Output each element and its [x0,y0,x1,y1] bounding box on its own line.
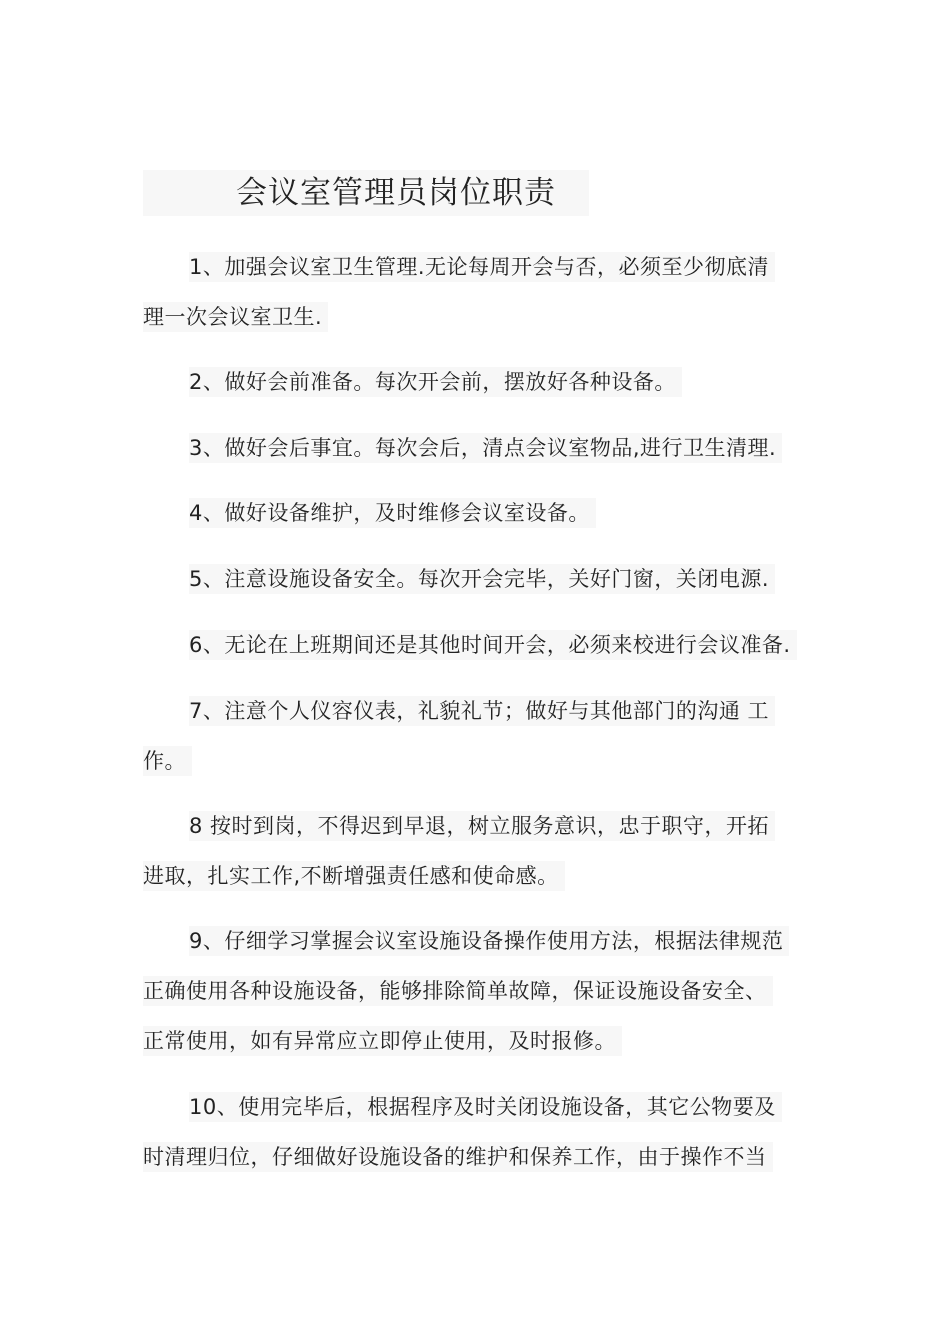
paragraph-line [143,916,808,966]
paragraph-line [143,1082,808,1132]
paragraph-line [143,423,808,473]
paragraph-3 [143,423,808,473]
paragraph-line [143,488,808,538]
line-text: 6、无论在上班期间还是其他时间开会，必须来校进行会议准备. [189,630,797,660]
paragraph-line [143,851,808,901]
paragraph-line [143,242,808,292]
paragraph-line [143,736,808,786]
paragraph-1 [143,242,808,342]
line-text: 3、做好会后事宜。每次会后，清点会议室物品,进行卫生清理. [189,433,782,463]
line-text: 正确使用各种设施设备，能够排除简单故障，保证设施设备安全、 [143,976,773,1006]
paragraph-9 [143,916,808,1066]
paragraph-line [143,1132,808,1182]
line-text: 7、注意个人仪容仪表，礼貌礼节；做好与其他部门的沟通 工 [189,696,775,726]
line-text: 进取，扎实工作,不断增强责任感和使命感。 [143,861,565,891]
paragraph-line [143,620,808,670]
line-text: 5、注意设施设备安全。每次开会完毕，关好门窗，关闭电源. [189,564,775,594]
line-text: 时清理归位，仔细做好设施设备的维护和保养工作，由于操作不当 [143,1142,773,1172]
line-text: 10、使用完毕后，根据程序及时关闭设施设备，其它公物要及 [189,1092,782,1122]
line-text: 理一次会议室卫生. [143,302,328,332]
line-text: 4、做好设备维护，及时维修会议室设备。 [189,498,596,528]
paragraph-line [143,1016,808,1066]
page-title: 会议室管理员岗位职责 [236,175,556,211]
paragraph-2 [143,357,808,407]
paragraph-5 [143,554,808,604]
paragraph-line [143,686,808,736]
line-text: 1、加强会议室卫生管理.无论每周开会与否，必须至少彻底清 [189,252,775,282]
paragraph-line [143,966,808,1016]
line-text: 作。 [143,746,192,776]
line-text: 2、做好会前准备。每次开会前，摆放好各种设备。 [189,367,682,397]
line-text: 9、仔细学习掌握会议室设施设备操作使用方法，根据法律规范 [189,926,789,956]
paragraph-line [143,292,808,342]
paragraph-8 [143,801,808,901]
paragraph-line [143,554,808,604]
paragraph-line [143,801,808,851]
line-text: 8 按时到岗，不得迟到早退，树立服务意识，忠于职守，开拓 [189,811,775,841]
paragraph-6 [143,620,808,670]
line-text: 正常使用，如有异常应立即停止使用，及时报修。 [143,1026,622,1056]
paragraph-7 [143,686,808,786]
paragraph-10 [143,1082,808,1182]
paragraph-line [143,357,808,407]
paragraph-4 [143,488,808,538]
